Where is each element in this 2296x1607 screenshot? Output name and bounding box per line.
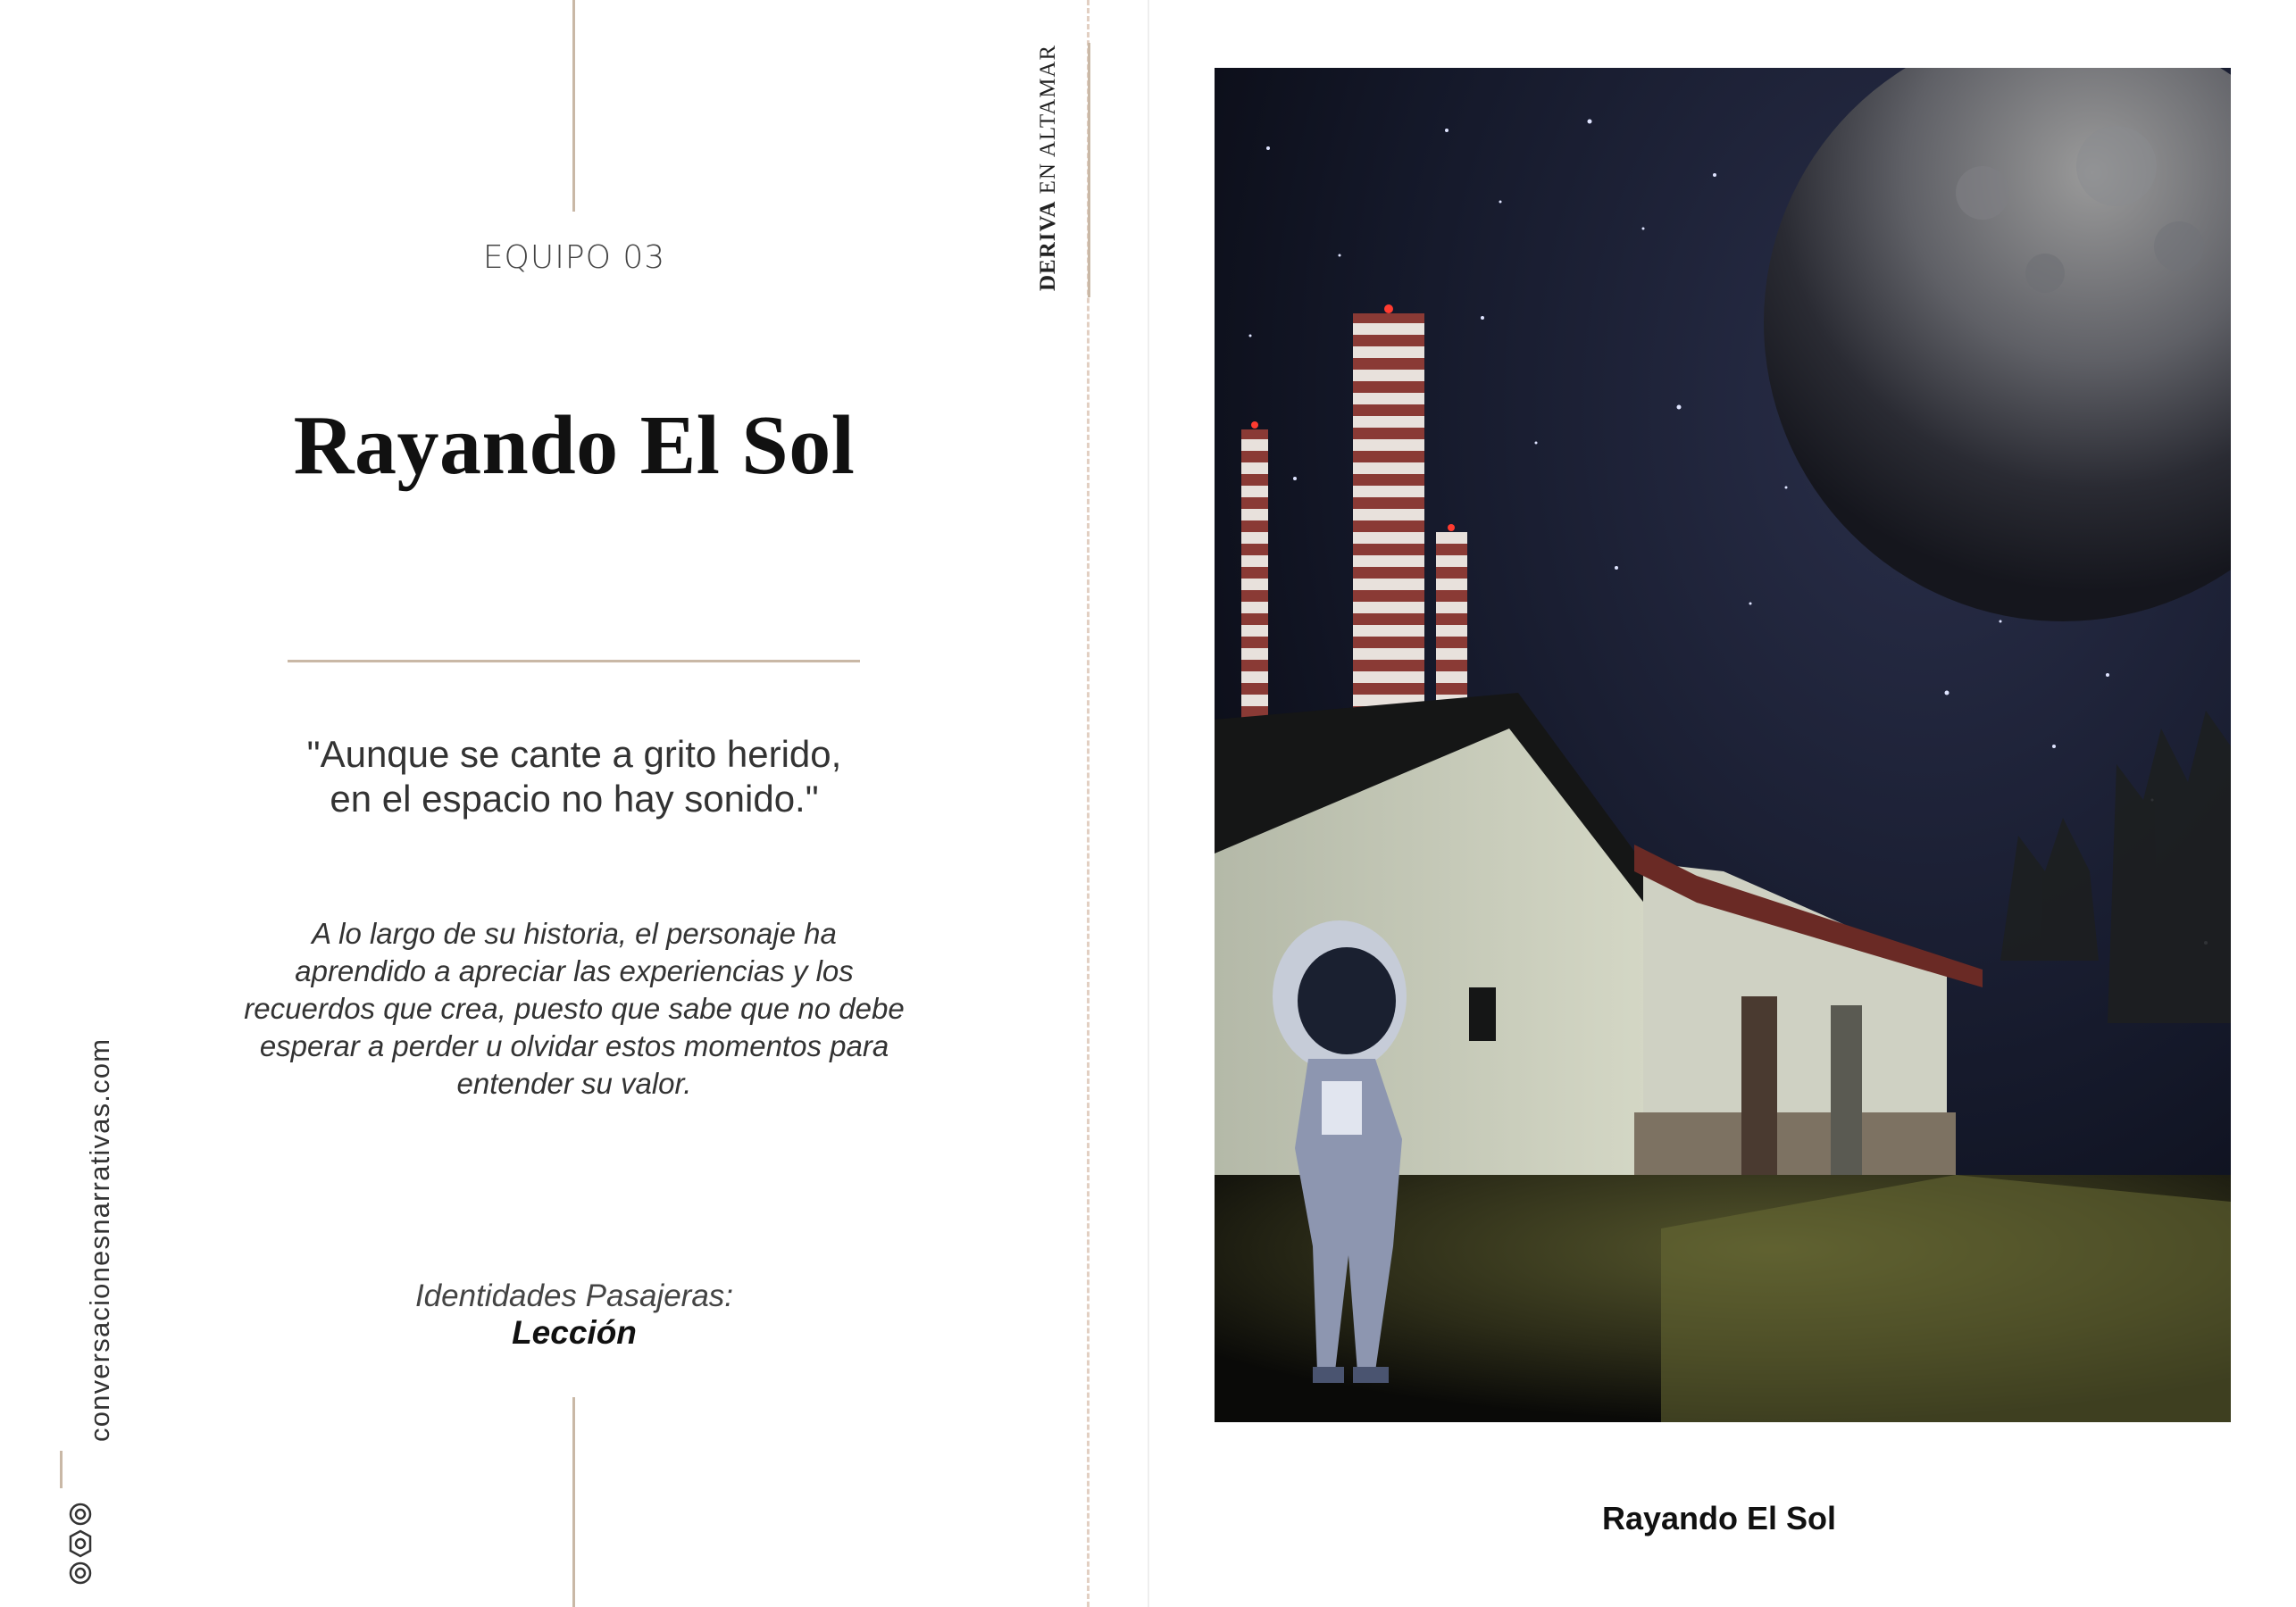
series-name: Lección: [512, 1314, 637, 1351]
top-vertical-rule: [572, 0, 575, 212]
title-divider: [288, 660, 860, 662]
cover-illustration: [1215, 68, 2231, 1422]
quote: "Aunque se cante a grito herido, en el espacio no hay sonido.": [306, 733, 842, 820]
website-link[interactable]: conversacionesnarrativas.com: [84, 1037, 115, 1442]
spine-title: [1036, 45, 1061, 291]
spine-title-rest: EN ALTAMAR: [1036, 44, 1060, 201]
spine-rule: [1088, 43, 1090, 297]
bottom-vertical-rule: [572, 1397, 575, 1607]
description: A lo largo de su historia, el personaje ha aprendido a apreciar las experiencias y los recuerdos que crea, puesto que sabe que no debe esperar a perder u olvidar estos momentos para entender su valor.: [244, 917, 905, 1100]
publisher-logo-icon: [66, 1500, 95, 1589]
team-label: EQUIPO 03: [482, 239, 666, 276]
cover-caption: Rayando El Sol: [1601, 1500, 1837, 1536]
spine-title-bold: DERIVA: [1036, 200, 1060, 291]
page-title: Rayando El Sol: [293, 399, 856, 492]
series-label: Identidades Pasajeras:: [414, 1278, 734, 1313]
website-separator: [60, 1451, 63, 1488]
